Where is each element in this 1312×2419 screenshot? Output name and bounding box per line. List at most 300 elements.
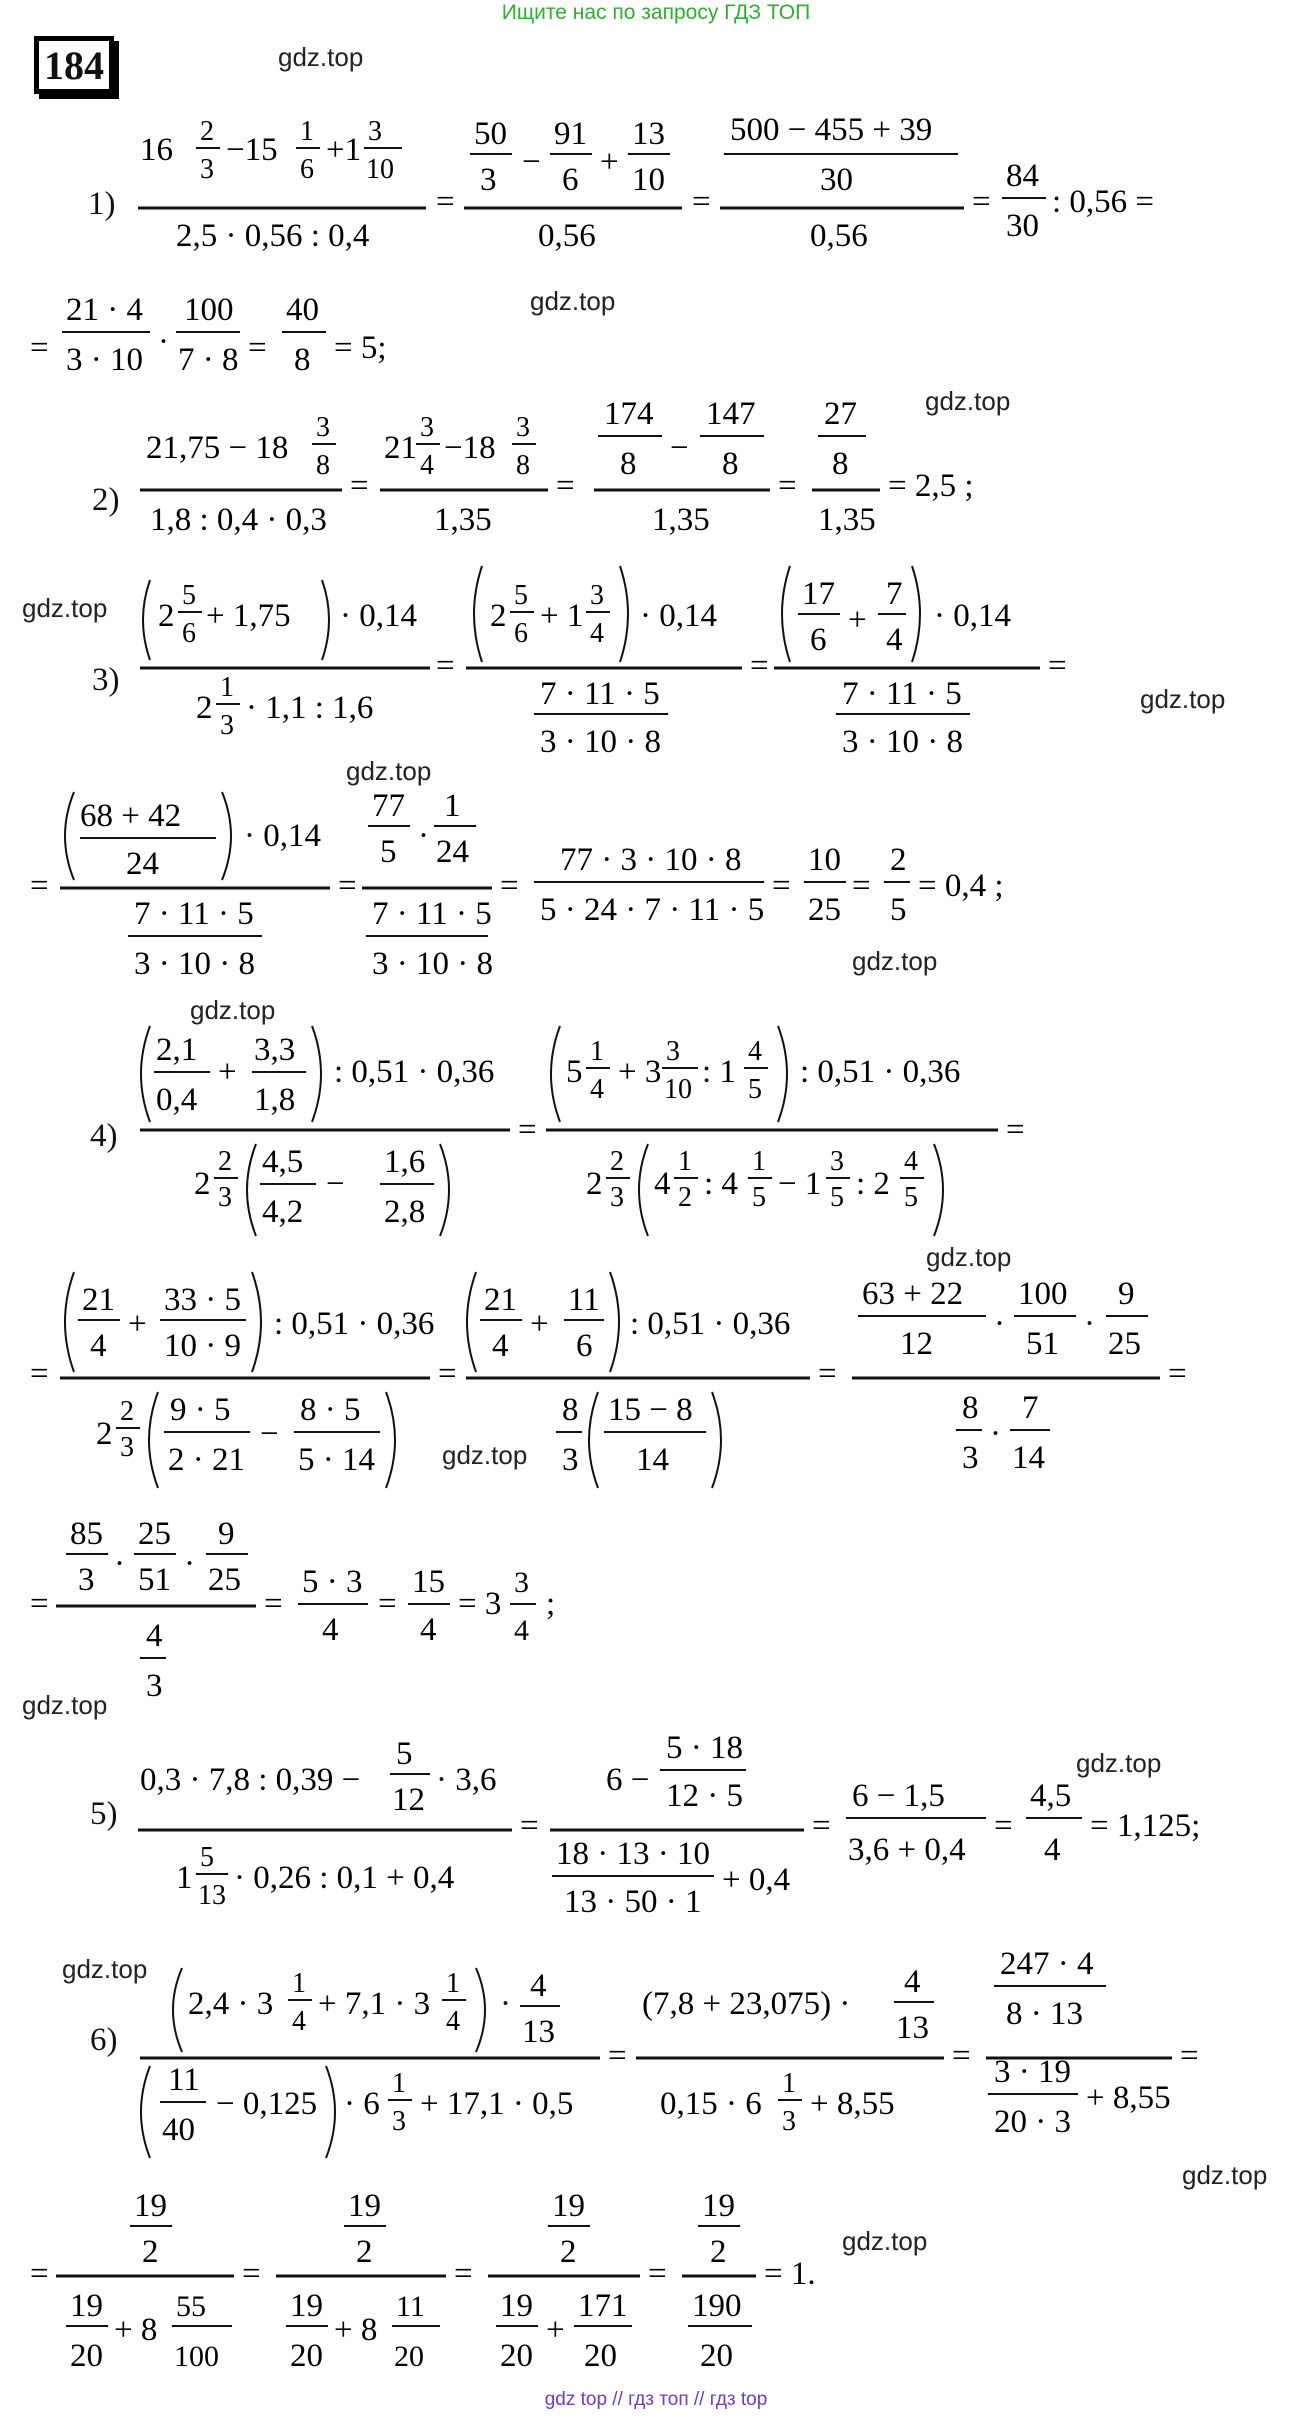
svg-text:3: 3 xyxy=(392,2106,406,2137)
task-number: 184 xyxy=(34,36,114,94)
svg-text:3 · 10 · 8: 3 · 10 · 8 xyxy=(842,724,963,760)
svg-text:=: = xyxy=(852,868,871,904)
svg-text:50: 50 xyxy=(474,116,507,152)
svg-text:7 · 8: 7 · 8 xyxy=(178,342,239,378)
svg-text:85: 85 xyxy=(70,1516,103,1552)
svg-text:2: 2 xyxy=(120,1396,134,1427)
svg-text:+ 8: + 8 xyxy=(114,2312,158,2348)
svg-text:25: 25 xyxy=(138,1516,171,1552)
svg-text:=: = xyxy=(1168,1356,1187,1392)
svg-text:20: 20 xyxy=(500,2338,533,2374)
svg-text:3: 3 xyxy=(666,1036,680,1067)
svg-text:− 1: − 1 xyxy=(778,1166,822,1202)
svg-text:100: 100 xyxy=(184,292,234,328)
svg-text:−18: −18 xyxy=(444,430,496,466)
svg-text:3: 3 xyxy=(146,1668,163,1704)
svg-text:7 · 11 · 5: 7 · 11 · 5 xyxy=(540,676,660,712)
svg-text:1,6: 1,6 xyxy=(384,1144,426,1180)
svg-text:3: 3 xyxy=(78,1562,95,1598)
watermark: gdz.top xyxy=(925,386,1011,416)
svg-text:=: = xyxy=(454,2256,473,2292)
svg-text:77 · 3 · 10 · 8: 77 · 3 · 10 · 8 xyxy=(560,842,742,878)
svg-text:30: 30 xyxy=(820,162,853,198)
svg-text:=: = xyxy=(338,868,357,904)
svg-text:+: + xyxy=(218,1054,237,1090)
svg-text:40: 40 xyxy=(162,2112,195,2148)
svg-text:=: = xyxy=(692,184,711,220)
svg-text:13: 13 xyxy=(896,2010,929,2046)
svg-text:5: 5 xyxy=(514,580,528,611)
svg-text:4: 4 xyxy=(886,622,903,658)
svg-text:33 · 5: 33 · 5 xyxy=(164,1282,241,1318)
svg-text:14: 14 xyxy=(636,1442,669,1478)
svg-text:8 · 13: 8 · 13 xyxy=(1006,1996,1083,2032)
fraction xyxy=(138,112,1154,254)
svg-text:· 0,14: · 0,14 xyxy=(244,818,321,854)
svg-text:=: = xyxy=(436,184,455,220)
svg-text:0,15 · 6: 0,15 · 6 xyxy=(660,2086,762,2122)
svg-text:=: = xyxy=(1048,648,1067,684)
svg-text:3: 3 xyxy=(120,1432,134,1463)
svg-text:=: = xyxy=(778,468,797,504)
svg-text:=: = xyxy=(952,2038,971,2074)
svg-text:3: 3 xyxy=(218,1182,232,1213)
item-label-2: 2) xyxy=(92,482,120,518)
svg-text:10: 10 xyxy=(808,842,841,878)
svg-text:=: = xyxy=(30,330,49,366)
svg-text:84: 84 xyxy=(1006,158,1039,194)
svg-text:5: 5 xyxy=(904,1182,918,1213)
svg-text:= 5;: = 5; xyxy=(334,330,387,366)
svg-text:10 · 9: 10 · 9 xyxy=(164,1328,241,1364)
svg-text:500 − 455 + 39: 500 − 455 + 39 xyxy=(730,112,933,148)
svg-text:=: = xyxy=(350,468,369,504)
svg-text:7: 7 xyxy=(886,576,903,612)
svg-text:19: 19 xyxy=(702,2188,735,2224)
svg-text:2: 2 xyxy=(356,2234,373,2270)
watermark: gdz.top xyxy=(190,995,276,1025)
svg-text:4: 4 xyxy=(322,1612,339,1648)
fraction xyxy=(30,1272,1187,1488)
watermark: gdz.top xyxy=(278,42,364,72)
svg-text:12 · 5: 12 · 5 xyxy=(666,1778,743,1814)
svg-text:=: = xyxy=(818,1356,837,1392)
svg-text:= 2,5 ;: = 2,5 ; xyxy=(888,468,974,504)
svg-text:25: 25 xyxy=(208,1562,241,1598)
svg-text:3: 3 xyxy=(200,154,214,185)
svg-text:15 − 8: 15 − 8 xyxy=(608,1392,693,1428)
svg-text:4: 4 xyxy=(514,1614,529,1647)
svg-text:19: 19 xyxy=(500,2288,533,2324)
fraction xyxy=(30,2188,816,2374)
svg-text:27: 27 xyxy=(824,396,857,432)
svg-text:1: 1 xyxy=(590,1036,604,1067)
svg-text:3: 3 xyxy=(782,2106,796,2137)
svg-text:=: = xyxy=(30,2256,49,2292)
svg-text:24: 24 xyxy=(126,846,159,882)
watermark: gdz.top xyxy=(852,946,938,976)
svg-text:1,35: 1,35 xyxy=(434,502,492,538)
top-banner[interactable]: Ищите нас по запросу ГДЗ ТОП xyxy=(501,1,811,24)
svg-text:4: 4 xyxy=(748,1036,762,1067)
svg-text:25: 25 xyxy=(1108,1326,1141,1362)
svg-text:20: 20 xyxy=(70,2338,103,2374)
svg-text:(7,8 + 23,075) ·: (7,8 + 23,075) · xyxy=(642,1986,851,2022)
svg-text:=: = xyxy=(608,2038,627,2074)
svg-text:=: = xyxy=(500,868,519,904)
svg-text:6: 6 xyxy=(182,618,196,649)
svg-text:=: = xyxy=(648,2256,667,2292)
svg-text:0,3 · 7,8 : 0,39 −: 0,3 · 7,8 : 0,39 − xyxy=(140,1762,361,1798)
fraction xyxy=(140,566,1067,760)
svg-text:2,1: 2,1 xyxy=(156,1032,198,1068)
svg-text:20: 20 xyxy=(394,2340,424,2373)
svg-text:2: 2 xyxy=(678,1182,692,1213)
svg-text:·: · xyxy=(114,1546,125,1582)
svg-text:1: 1 xyxy=(678,1146,692,1177)
svg-text:20: 20 xyxy=(290,2338,323,2374)
svg-text:=: = xyxy=(1006,1112,1025,1148)
svg-text:8: 8 xyxy=(516,450,530,481)
svg-text:91: 91 xyxy=(554,116,587,152)
svg-text:18 · 13 · 10: 18 · 13 · 10 xyxy=(556,1836,710,1872)
svg-text:2 · 21: 2 · 21 xyxy=(168,1442,245,1478)
svg-text:·: · xyxy=(994,1306,1005,1342)
watermark: gdz.top xyxy=(1182,2160,1268,2190)
svg-text:· 1,1 : 1,6: · 1,1 : 1,6 xyxy=(246,690,374,726)
svg-text:8: 8 xyxy=(832,446,849,482)
svg-text:68 + 42: 68 + 42 xyxy=(80,798,182,834)
svg-text:2: 2 xyxy=(710,2234,727,2270)
svg-text:3 · 10 · 8: 3 · 10 · 8 xyxy=(372,946,493,982)
svg-text:4: 4 xyxy=(292,2006,306,2037)
svg-text:2: 2 xyxy=(218,1146,232,1177)
svg-text:5 · 14: 5 · 14 xyxy=(298,1442,375,1478)
svg-text:+: + xyxy=(848,602,867,638)
watermark: gdz.top xyxy=(22,1690,108,1720)
svg-text:3: 3 xyxy=(316,412,330,443)
svg-text:1,35: 1,35 xyxy=(652,502,710,538)
fraction xyxy=(140,1026,1025,1236)
svg-text:: 2: : 2 xyxy=(856,1166,890,1202)
svg-text:= 0,4 ;: = 0,4 ; xyxy=(918,868,1004,904)
svg-text:19: 19 xyxy=(70,2288,103,2324)
svg-text:9: 9 xyxy=(1118,1276,1135,1312)
svg-text:5: 5 xyxy=(396,1736,413,1772)
svg-text:2: 2 xyxy=(586,1166,603,1202)
svg-text:21: 21 xyxy=(484,1282,517,1318)
svg-text:19: 19 xyxy=(348,2188,381,2224)
svg-text:2: 2 xyxy=(158,598,175,634)
svg-text:10: 10 xyxy=(664,1074,692,1105)
svg-text:11: 11 xyxy=(396,2290,425,2323)
bottom-banner[interactable]: gdz top // гдз топ // гдз top xyxy=(544,2389,768,2410)
svg-text:+: + xyxy=(128,1306,147,1342)
svg-text:+: + xyxy=(600,144,619,180)
svg-text:+ 1,75: + 1,75 xyxy=(206,598,291,634)
svg-text:·: · xyxy=(158,324,169,360)
svg-text:+ 8: + 8 xyxy=(334,2312,378,2348)
svg-text:5 · 3: 5 · 3 xyxy=(302,1564,363,1600)
svg-text:247 · 4: 247 · 4 xyxy=(1000,1946,1094,1982)
svg-text:4: 4 xyxy=(590,1074,604,1105)
svg-text:190: 190 xyxy=(692,2288,742,2324)
svg-text:1,8 : 0,4 · 0,3: 1,8 : 0,4 · 0,3 xyxy=(150,502,327,538)
svg-text:=: = xyxy=(264,1586,283,1622)
watermark: gdz.top xyxy=(1076,1748,1162,1778)
svg-text:2: 2 xyxy=(196,690,213,726)
svg-text:: 1: : 1 xyxy=(702,1054,736,1090)
svg-text:·: · xyxy=(990,1416,1001,1452)
svg-text:15: 15 xyxy=(412,1564,445,1600)
svg-text:4: 4 xyxy=(654,1166,671,1202)
svg-text:63 + 22: 63 + 22 xyxy=(862,1276,964,1312)
svg-text:17: 17 xyxy=(802,576,835,612)
watermark: gdz.top xyxy=(442,1440,528,1470)
svg-text:51: 51 xyxy=(1026,1326,1059,1362)
svg-text:4: 4 xyxy=(446,2006,460,2037)
fraction xyxy=(30,788,1004,982)
svg-text:1,35: 1,35 xyxy=(818,502,876,538)
svg-text:=: = xyxy=(812,1808,831,1844)
svg-text:13 · 50 · 1: 13 · 50 · 1 xyxy=(564,1884,702,1920)
svg-text:·: · xyxy=(500,1986,511,2022)
svg-text:=: = xyxy=(30,1586,49,1622)
watermark: gdz.top xyxy=(926,1242,1012,1272)
svg-text:1: 1 xyxy=(446,1968,460,1999)
svg-text:11: 11 xyxy=(568,1282,600,1318)
svg-text:: 0,56 =: : 0,56 = xyxy=(1052,184,1155,220)
svg-text:4: 4 xyxy=(146,1618,163,1654)
svg-text:=: = xyxy=(436,648,455,684)
svg-text:3 · 10 · 8: 3 · 10 · 8 xyxy=(134,946,255,982)
svg-text:9 · 5: 9 · 5 xyxy=(170,1392,231,1428)
svg-text:=: = xyxy=(994,1808,1013,1844)
item-label-3: 3) xyxy=(92,662,120,698)
svg-text:6: 6 xyxy=(514,618,528,649)
svg-text:174: 174 xyxy=(604,396,654,432)
svg-text:1: 1 xyxy=(220,672,234,703)
svg-text:5: 5 xyxy=(890,892,907,928)
watermark: gdz.top xyxy=(1140,684,1226,714)
svg-text:=: = xyxy=(242,2256,261,2292)
svg-text:3: 3 xyxy=(420,412,434,443)
svg-text:9: 9 xyxy=(218,1516,235,1552)
watermark: gdz.top xyxy=(842,2226,928,2256)
svg-text:77: 77 xyxy=(372,788,405,824)
watermark: gdz.top xyxy=(346,756,432,786)
svg-text:=: = xyxy=(378,1586,397,1622)
svg-text:5: 5 xyxy=(752,1182,766,1213)
svg-text:100: 100 xyxy=(174,2340,219,2373)
svg-text:=: = xyxy=(438,1356,457,1392)
svg-text:: 0,51 · 0,36: : 0,51 · 0,36 xyxy=(274,1306,435,1342)
svg-text:−: − xyxy=(260,1416,279,1452)
svg-text:16: 16 xyxy=(140,132,173,168)
svg-text:19: 19 xyxy=(134,2188,167,2224)
item-label-5: 5) xyxy=(90,1796,118,1832)
svg-text:5: 5 xyxy=(748,1074,762,1105)
svg-text:0,4: 0,4 xyxy=(156,1082,198,1118)
svg-text:: 0,51 · 0,36: : 0,51 · 0,36 xyxy=(800,1054,961,1090)
svg-text:4,5: 4,5 xyxy=(262,1144,304,1180)
svg-text:4,5: 4,5 xyxy=(1030,1778,1072,1814)
svg-text:5 · 18: 5 · 18 xyxy=(666,1730,743,1766)
svg-text:=: = xyxy=(972,184,991,220)
svg-text:100: 100 xyxy=(1018,1276,1068,1312)
svg-text:6: 6 xyxy=(562,162,579,198)
svg-text:7 · 11 · 5: 7 · 11 · 5 xyxy=(842,676,962,712)
svg-text:3: 3 xyxy=(516,412,530,443)
svg-text:=: = xyxy=(30,868,49,904)
svg-text:+: + xyxy=(530,1306,549,1342)
svg-text:1: 1 xyxy=(752,1146,766,1177)
svg-text:4: 4 xyxy=(420,450,434,481)
svg-text:6: 6 xyxy=(300,154,314,185)
svg-text:25: 25 xyxy=(808,892,841,928)
svg-text:30: 30 xyxy=(1006,208,1039,244)
fraction xyxy=(138,1730,1200,1920)
svg-text:· 3,6: · 3,6 xyxy=(436,1762,497,1798)
svg-text:3: 3 xyxy=(830,1146,844,1177)
svg-text:8: 8 xyxy=(722,446,739,482)
svg-text:8 · 5: 8 · 5 xyxy=(300,1392,361,1428)
svg-text:1: 1 xyxy=(300,116,314,147)
svg-text:2: 2 xyxy=(200,116,214,147)
svg-text:= 1.: = 1. xyxy=(764,2256,816,2292)
svg-text:2,8: 2,8 xyxy=(384,1194,426,1230)
svg-text:=: = xyxy=(518,1112,537,1148)
watermark: gdz.top xyxy=(22,593,108,623)
svg-text:7 · 11 · 5: 7 · 11 · 5 xyxy=(134,896,254,932)
svg-text:1: 1 xyxy=(292,1968,306,1999)
svg-text:5: 5 xyxy=(200,1842,214,1873)
svg-text:=: = xyxy=(556,468,575,504)
svg-text:2: 2 xyxy=(610,1146,624,1177)
svg-text:2: 2 xyxy=(194,1166,211,1202)
svg-text:3: 3 xyxy=(562,1442,579,1478)
svg-text:=: = xyxy=(30,1356,49,1392)
svg-text:· 6: · 6 xyxy=(344,2086,380,2122)
svg-text:3: 3 xyxy=(590,580,604,611)
svg-text:6 − 1,5: 6 − 1,5 xyxy=(852,1778,945,1814)
svg-text:−: − xyxy=(522,144,541,180)
svg-text:1: 1 xyxy=(782,2068,796,2099)
item-label-6: 6) xyxy=(90,2022,118,2058)
svg-text:21 · 4: 21 · 4 xyxy=(66,292,143,328)
svg-text:+ 7,1 · 3: + 7,1 · 3 xyxy=(318,1986,431,2022)
svg-text:=: = xyxy=(520,1808,539,1844)
svg-text:0,56: 0,56 xyxy=(810,218,868,254)
svg-text:5: 5 xyxy=(830,1182,844,1213)
svg-text:·: · xyxy=(1084,1306,1095,1342)
svg-text:55: 55 xyxy=(176,2290,206,2323)
svg-text:1,8: 1,8 xyxy=(254,1082,296,1118)
svg-text:5 · 24 · 7 · 11 · 5: 5 · 24 · 7 · 11 · 5 xyxy=(540,892,765,928)
svg-text:12: 12 xyxy=(900,1326,933,1362)
svg-text:2: 2 xyxy=(890,842,907,878)
fraction xyxy=(30,292,387,378)
svg-text:=: = xyxy=(772,868,791,904)
svg-text:3: 3 xyxy=(220,710,234,741)
svg-text:· 0,14: · 0,14 xyxy=(340,598,417,634)
svg-text:2: 2 xyxy=(142,2234,159,2270)
svg-text:=: = xyxy=(248,330,267,366)
svg-text:−15: −15 xyxy=(226,132,278,168)
svg-text:4: 4 xyxy=(904,1146,918,1177)
svg-text:20: 20 xyxy=(584,2338,617,2374)
svg-text:8: 8 xyxy=(562,1392,579,1428)
svg-text:·: · xyxy=(418,818,429,854)
watermark: gdz.top xyxy=(62,1954,148,1984)
svg-text:+ 8,55: + 8,55 xyxy=(1086,2080,1171,2116)
svg-text:+: + xyxy=(546,2312,565,2348)
svg-text:51: 51 xyxy=(138,1562,171,1598)
svg-text:1: 1 xyxy=(176,1860,193,1896)
svg-text:4,2: 4,2 xyxy=(262,1194,304,1230)
svg-text:+ 1: + 1 xyxy=(540,598,584,634)
svg-text:2,5 · 0,56 : 0,4: 2,5 · 0,56 : 0,4 xyxy=(176,218,370,254)
svg-text:3 · 19: 3 · 19 xyxy=(994,2054,1071,2090)
svg-text:5: 5 xyxy=(182,580,196,611)
svg-text:20 · 3: 20 · 3 xyxy=(994,2104,1071,2140)
fraction xyxy=(30,1516,555,1704)
svg-text:12: 12 xyxy=(392,1782,425,1818)
svg-text:: 0,51 · 0,36: : 0,51 · 0,36 xyxy=(630,1306,791,1342)
svg-text:3: 3 xyxy=(514,1566,529,1599)
svg-text:6: 6 xyxy=(576,1328,593,1364)
svg-text:171: 171 xyxy=(578,2288,628,2324)
svg-text:13: 13 xyxy=(522,2014,555,2050)
svg-text:− 0,125: − 0,125 xyxy=(216,2086,318,2122)
svg-text:3 · 10 · 8: 3 · 10 · 8 xyxy=(540,724,661,760)
svg-text:1: 1 xyxy=(392,2068,406,2099)
svg-text:+ 8,55: + 8,55 xyxy=(810,2086,895,2122)
svg-text:40: 40 xyxy=(286,292,319,328)
svg-text:8: 8 xyxy=(620,446,637,482)
svg-text:10: 10 xyxy=(632,162,665,198)
svg-text:2: 2 xyxy=(560,2234,577,2270)
svg-text:· 0,14: · 0,14 xyxy=(934,598,1011,634)
svg-text:= 3: = 3 xyxy=(458,1586,502,1622)
watermark: gdz.top xyxy=(530,286,616,316)
svg-text:3 · 10: 3 · 10 xyxy=(66,342,143,378)
svg-text:13: 13 xyxy=(198,1880,226,1911)
svg-text:· 0,26 : 0,1 + 0,4: · 0,26 : 0,1 + 0,4 xyxy=(234,1860,455,1896)
svg-text:1: 1 xyxy=(444,788,461,824)
svg-text:19: 19 xyxy=(290,2288,323,2324)
svg-text:· 0,14: · 0,14 xyxy=(640,598,717,634)
svg-text:3: 3 xyxy=(480,162,497,198)
svg-text:2: 2 xyxy=(96,1416,113,1452)
svg-text:+1: +1 xyxy=(326,132,362,168)
svg-text:19: 19 xyxy=(552,2188,585,2224)
svg-text:= 1,125;: = 1,125; xyxy=(1090,1808,1201,1844)
item-label-4: 4) xyxy=(90,1118,118,1154)
svg-text:21: 21 xyxy=(82,1282,115,1318)
svg-text:3: 3 xyxy=(368,116,382,147)
svg-text:4: 4 xyxy=(1044,1832,1061,1868)
svg-text:13: 13 xyxy=(632,116,665,152)
svg-text:4: 4 xyxy=(590,618,604,649)
svg-text:4: 4 xyxy=(420,1612,437,1648)
svg-text:10: 10 xyxy=(366,154,394,185)
svg-text:3: 3 xyxy=(610,1182,624,1213)
svg-text:0,56: 0,56 xyxy=(538,218,596,254)
svg-text:6: 6 xyxy=(810,622,827,658)
svg-text:3,3: 3,3 xyxy=(254,1032,296,1068)
svg-text:=: = xyxy=(1180,2038,1199,2074)
